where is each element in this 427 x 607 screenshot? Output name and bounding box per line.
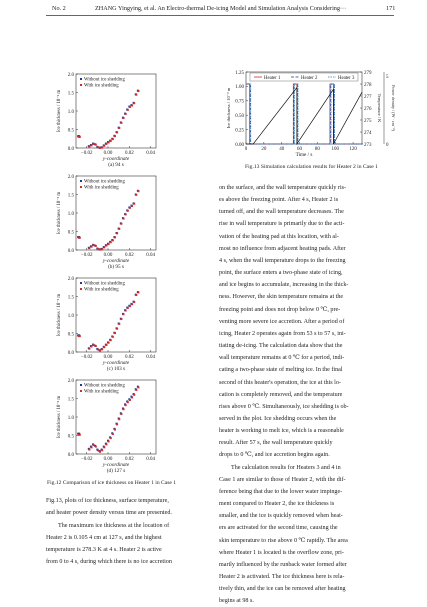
data-point [129, 305, 131, 307]
text-line: 4 s, when the wall temperature drops to the freezing [219, 257, 346, 264]
text-line: rise in wall temperature is primarily due to the acti- [219, 221, 345, 228]
data-point [93, 444, 95, 446]
header-rule [46, 15, 394, 16]
data-point [129, 106, 131, 108]
y-axis-label: Ice thickness / 10⁻³ m [226, 87, 231, 129]
data-point [120, 413, 122, 415]
data-point [114, 135, 116, 137]
text-line: from 0 to 4 s, during which there is no ice accretion [46, 559, 172, 566]
data-point [110, 140, 112, 142]
y-tick-label: 1.25 [235, 70, 244, 76]
data-point [110, 241, 112, 243]
y-tick-label: 0.25 [235, 128, 244, 134]
data-point [99, 451, 101, 453]
text-line: Fig.13, plots of ice thickness, surface temperature, [46, 498, 169, 504]
y-tick-label: 0.0 [67, 248, 74, 254]
data-point [88, 449, 90, 451]
y-axis-label: Ice thickness / 10⁻³ m [57, 191, 62, 235]
data-point [125, 113, 127, 115]
data-point [95, 446, 97, 448]
y-tick-label: 0.5 [67, 230, 74, 236]
legend-label: Heater 3 [338, 75, 355, 81]
data-point [91, 345, 93, 347]
data-point [131, 205, 133, 207]
data-point [118, 323, 120, 325]
x-tick-label: −0.02 [80, 253, 93, 258]
text-line: ness. However, the skin temperature remains at the [219, 294, 344, 301]
data-point [125, 310, 127, 312]
data-point [93, 143, 95, 145]
x-tick-label: 20 [261, 147, 267, 152]
data-point [110, 339, 112, 341]
legend-marker [80, 288, 82, 290]
data-point [93, 344, 95, 346]
data-point [79, 434, 81, 436]
data-point [105, 344, 107, 346]
right-column-text [219, 182, 395, 607]
data-point [108, 342, 110, 344]
power-axis-label: Power density / (W · cm⁻²) [391, 85, 396, 131]
issue-number: No. 2 [52, 5, 66, 12]
text-line: result. After 57 s, the wall temperature quickly [219, 440, 333, 447]
data-point [137, 386, 139, 388]
running-title: ZHANG Yingying, et al. An Electro-thermal De-icing Model and Simulation Analysis Considering··· [95, 5, 347, 12]
power-tick-label: 5 [386, 74, 389, 80]
legend-marker [80, 186, 82, 188]
text-line: marily influenced by the runback water formed after [219, 561, 347, 568]
legend-marker [80, 84, 82, 86]
y-tick-label: 2.0 [67, 72, 74, 78]
data-point [99, 249, 101, 251]
y-axis-label: Ice thickness / 10⁻³ m [57, 89, 62, 133]
data-point [99, 147, 101, 149]
data-point [95, 144, 97, 146]
text-line: es above the freezing point. After 4 s, Heater 2 is [219, 197, 339, 204]
data-point [91, 446, 93, 448]
text-line: tiating de-icing. The calculation data show that the [219, 343, 343, 350]
legend-marker [80, 282, 82, 284]
x-tick-label: −0.02 [80, 457, 93, 462]
data-point [127, 109, 129, 111]
x-tick-label: 0.00 [103, 253, 113, 258]
data-point [88, 146, 90, 148]
y-tick-label: 0.00 [235, 142, 244, 148]
data-point [110, 437, 112, 439]
legend-label: With ice shedding [84, 185, 119, 191]
page-number: 171 [386, 5, 396, 12]
legend-label: With ice shedding [84, 287, 119, 293]
data-point [125, 213, 127, 215]
x-tick-label: 0.02 [124, 355, 134, 360]
fig12-panel-3 [46, 272, 172, 376]
data-point [137, 190, 139, 192]
text-line: heater is working to melt ice, which is a reasonable [219, 428, 344, 435]
data-point [79, 136, 81, 138]
data-point [97, 348, 99, 350]
figure-13-chart [222, 66, 394, 161]
data-point [120, 122, 122, 124]
fig12-panel-4 [46, 374, 172, 478]
x-tick-label: 0.02 [124, 151, 134, 156]
power-series [247, 84, 363, 144]
legend-marker [80, 390, 82, 392]
data-point [131, 104, 133, 106]
fig12-panel-1 [46, 68, 172, 172]
data-point [101, 248, 103, 250]
x-tick-label: 0.02 [124, 457, 134, 462]
data-point [88, 247, 90, 249]
x-tick-label: 0.00 [103, 457, 113, 462]
y-tick-label: 0.5 [67, 128, 74, 134]
right-tick-label: 278 [364, 82, 372, 88]
data-point [101, 449, 103, 451]
data-point [120, 318, 122, 320]
y-axis-label: Ice thickness / 10⁻³ m [57, 293, 62, 337]
data-point [133, 394, 135, 396]
right-tick-label: 279 [364, 70, 372, 76]
data-point [105, 245, 107, 247]
text-line: icing, Heater 2 operates again from 53 s to 57 s, ini- [219, 330, 346, 337]
data-point [103, 246, 105, 248]
figure-13-caption: Fig.13 Simulation calculation results for Heater 2 in Case 1 [245, 164, 378, 170]
text-line: venting more severe ice accretion. After a period of [219, 318, 345, 325]
data-point [114, 332, 116, 334]
data-point [97, 449, 99, 451]
panel-label: (a) 94 s [108, 162, 124, 168]
text-line: turned off, and the wall temperature decreases. The [219, 209, 344, 216]
y-tick-label: 1.5 [67, 91, 74, 97]
data-point [133, 203, 135, 205]
text-line: begins at 98 s. [219, 598, 254, 605]
text-line: drops to 0 ℃, and ice accretion begins again. [219, 452, 330, 459]
data-point [114, 236, 116, 238]
y-tick-label: 1.0 [67, 211, 74, 217]
data-point [116, 328, 118, 330]
data-point [95, 245, 97, 247]
right-tick-label: 275 [364, 118, 372, 124]
data-point [103, 145, 105, 147]
data-point [105, 143, 107, 145]
data-point [127, 210, 129, 212]
data-point [131, 303, 133, 305]
text-line: and ice begins to accumulate, increasing in the thick- [219, 282, 349, 289]
text-line: on the surface, and the wall temperature quickly ris- [219, 185, 347, 191]
y-tick-label: 1.0 [67, 313, 74, 319]
x-axis-label: y-coordinate [102, 258, 130, 264]
data-point [79, 335, 81, 337]
data-point [91, 144, 93, 146]
data-point [116, 131, 118, 133]
data-point [97, 146, 99, 148]
data-point [127, 401, 129, 403]
data-point [120, 223, 122, 225]
x-axis-label: y-coordinate [102, 462, 130, 468]
right-tick-label: 273 [364, 142, 372, 148]
data-point [133, 301, 135, 303]
data-point [91, 246, 93, 248]
data-point [123, 408, 125, 410]
text-line: where Heater 1 is located is the overflow zone, pri- [219, 549, 344, 556]
data-point [137, 90, 139, 92]
text-line: The maximum ice thickness at the location of [58, 522, 170, 529]
data-point [116, 423, 118, 425]
legend-label: Without ice shedding [84, 179, 125, 185]
data-point [118, 228, 120, 230]
right-axis-label: Temperature / K [377, 93, 382, 123]
data-point [97, 248, 99, 250]
data-point [108, 141, 110, 143]
data-point [129, 207, 131, 209]
legend-label: Heater 1 [264, 75, 281, 81]
data-point [135, 194, 137, 196]
text-line: Heater 2 is 0.105 4 cm at 127 s, and the highest [46, 534, 162, 541]
legend-label: With ice shedding [84, 389, 119, 395]
data-point [101, 147, 103, 149]
text-line: skin temperature to rise above 0 ℃ rapidly. The area [219, 537, 348, 544]
x-tick-label: 80 [314, 147, 320, 152]
x-tick-label: 0.04 [146, 457, 156, 462]
y-tick-label: 0.5 [67, 434, 74, 440]
power-tick-label: 0 [386, 142, 389, 148]
panel-label: (b) 95 s [108, 264, 124, 270]
x-tick-label: 0.02 [124, 253, 134, 258]
figure-12-caption: Fig.12 Comparison of ice thickness on Heater 1 in Case 1 [47, 480, 177, 486]
text-line: most no influence from adjacent heating pads. After [219, 245, 346, 252]
data-point [123, 313, 125, 315]
text-line: cation is completely removed, and the temperature [219, 391, 343, 398]
data-point [127, 307, 129, 309]
data-point [95, 345, 97, 347]
text-line: tively thin, and the ice can be removed after heating [219, 586, 346, 593]
legend-label: Without ice shedding [84, 383, 125, 389]
text-line: Case 1 are similar to those of Heater 2, with the dif- [219, 476, 346, 483]
y-tick-label: 2.0 [67, 276, 74, 282]
right-tick-label: 274 [364, 130, 372, 136]
ice-thickness-series [246, 88, 362, 144]
text-line: ers are activated for the second time, causing the [219, 525, 338, 532]
data-point [135, 294, 137, 296]
x-tick-label: 0.04 [146, 253, 156, 258]
x-tick-label: 60 [297, 147, 303, 152]
data-point [103, 446, 105, 448]
text-line: smaller, and the ice is quickly removed when heat- [219, 513, 343, 520]
text-line: temperature is 278.3 K at 4 s. Heater 2 is active [46, 547, 162, 554]
text-line: point, the surface enters a two-phase state of icing, [219, 270, 343, 277]
x-tick-label: 0.04 [146, 151, 156, 156]
y-tick-label: 0.0 [67, 146, 74, 152]
y-tick-label: 0.75 [235, 99, 244, 105]
left-column-text [46, 495, 203, 569]
y-tick-label: 1.5 [67, 193, 74, 199]
data-point [112, 138, 114, 140]
x-tick-label: 0 [244, 147, 248, 152]
text-line: and heater power density versus time are presented. [46, 510, 172, 517]
y-axis-label: Ice thickness / 10⁻³ m [57, 395, 62, 439]
text-line: cating a two-phase state of melting ice. In the final [219, 367, 343, 374]
y-tick-label: 0.0 [67, 350, 74, 356]
legend-label: With ice shedding [84, 83, 119, 89]
y-tick-label: 0.5 [67, 332, 74, 338]
text-line: rises above 0 ℃. Simultaneously, ice shedding is ob- [219, 403, 349, 410]
right-tick-label: 277 [364, 94, 372, 100]
data-point [118, 127, 120, 129]
data-point [112, 336, 114, 338]
text-line: served in the plot. Ice shedding occurs when the [219, 415, 337, 422]
y-tick-label: 1.5 [67, 397, 74, 403]
text-line: The calculation results for Heaters 3 and 4 in [231, 464, 341, 471]
y-tick-label: 1.0 [67, 109, 74, 115]
data-point [125, 404, 127, 406]
text-line: ment compared to Heater 2, the ice thickness is [219, 501, 335, 508]
fig12-panel-2 [46, 170, 172, 274]
data-point [135, 94, 137, 96]
data-point [101, 348, 103, 350]
y-tick-label: 2.0 [67, 378, 74, 384]
y-tick-label: 1.00 [235, 85, 244, 91]
data-point [112, 239, 114, 241]
data-point [114, 429, 116, 431]
x-axis-label: y-coordinate [102, 156, 130, 162]
x-tick-label: 120 [349, 147, 357, 152]
text-line: second of this heater's operation, the ice at this lo- [219, 379, 341, 386]
data-point [123, 117, 125, 119]
x-tick-label: 100 [331, 147, 339, 152]
data-point [99, 350, 101, 352]
legend-label: Without ice shedding [84, 77, 125, 83]
data-point [79, 237, 81, 239]
panel-label: (c) 103 s [106, 366, 126, 372]
panel-label: (d) 127 s [106, 468, 126, 474]
legend-marker [80, 78, 82, 80]
data-point [103, 346, 105, 348]
right-tick-label: 276 [364, 106, 372, 112]
text-line: vation of the heating pad at this location, with al- [219, 233, 339, 240]
data-point [93, 244, 95, 246]
data-point [137, 291, 139, 293]
y-tick-label: 1.5 [67, 295, 74, 301]
legend-marker [80, 180, 82, 182]
data-point [112, 433, 114, 435]
data-point [123, 218, 125, 220]
x-axis-label: y-coordinate [102, 360, 130, 366]
data-point [108, 243, 110, 245]
x-axis-label: Time / s [295, 152, 313, 158]
data-point [133, 102, 135, 104]
data-point [105, 443, 107, 445]
y-tick-label: 1.0 [67, 415, 74, 421]
data-point [135, 389, 137, 391]
text-line: wall temperature remains at 0 ℃ for a period, indi- [219, 355, 345, 362]
data-point [129, 399, 131, 401]
legend-label: Heater 2 [301, 75, 318, 81]
text-line: freezing point and does not drop below 0 ℃, pre- [219, 306, 341, 313]
y-tick-label: 2.0 [67, 174, 74, 180]
x-tick-label: −0.02 [80, 355, 93, 360]
power-series [246, 84, 362, 144]
data-point [116, 232, 118, 234]
legend-label: Without ice shedding [84, 281, 125, 287]
data-point [108, 440, 110, 442]
x-tick-label: 0.00 [103, 355, 113, 360]
data-point [118, 418, 120, 420]
data-point [88, 348, 90, 350]
text-line: ference being that due to the lower water impinge- [219, 488, 343, 495]
power-series [247, 84, 363, 144]
data-point [131, 396, 133, 398]
x-tick-label: 40 [279, 147, 285, 152]
y-tick-label: 0.50 [235, 114, 244, 119]
legend-marker [80, 384, 82, 386]
x-tick-label: 0.00 [103, 151, 113, 156]
x-tick-label: −0.02 [80, 151, 93, 156]
y-tick-label: 0.0 [67, 452, 74, 458]
text-line: Heater 2 is activated. The ice thickness here is rela- [219, 574, 345, 580]
x-tick-label: 0.04 [146, 355, 156, 360]
